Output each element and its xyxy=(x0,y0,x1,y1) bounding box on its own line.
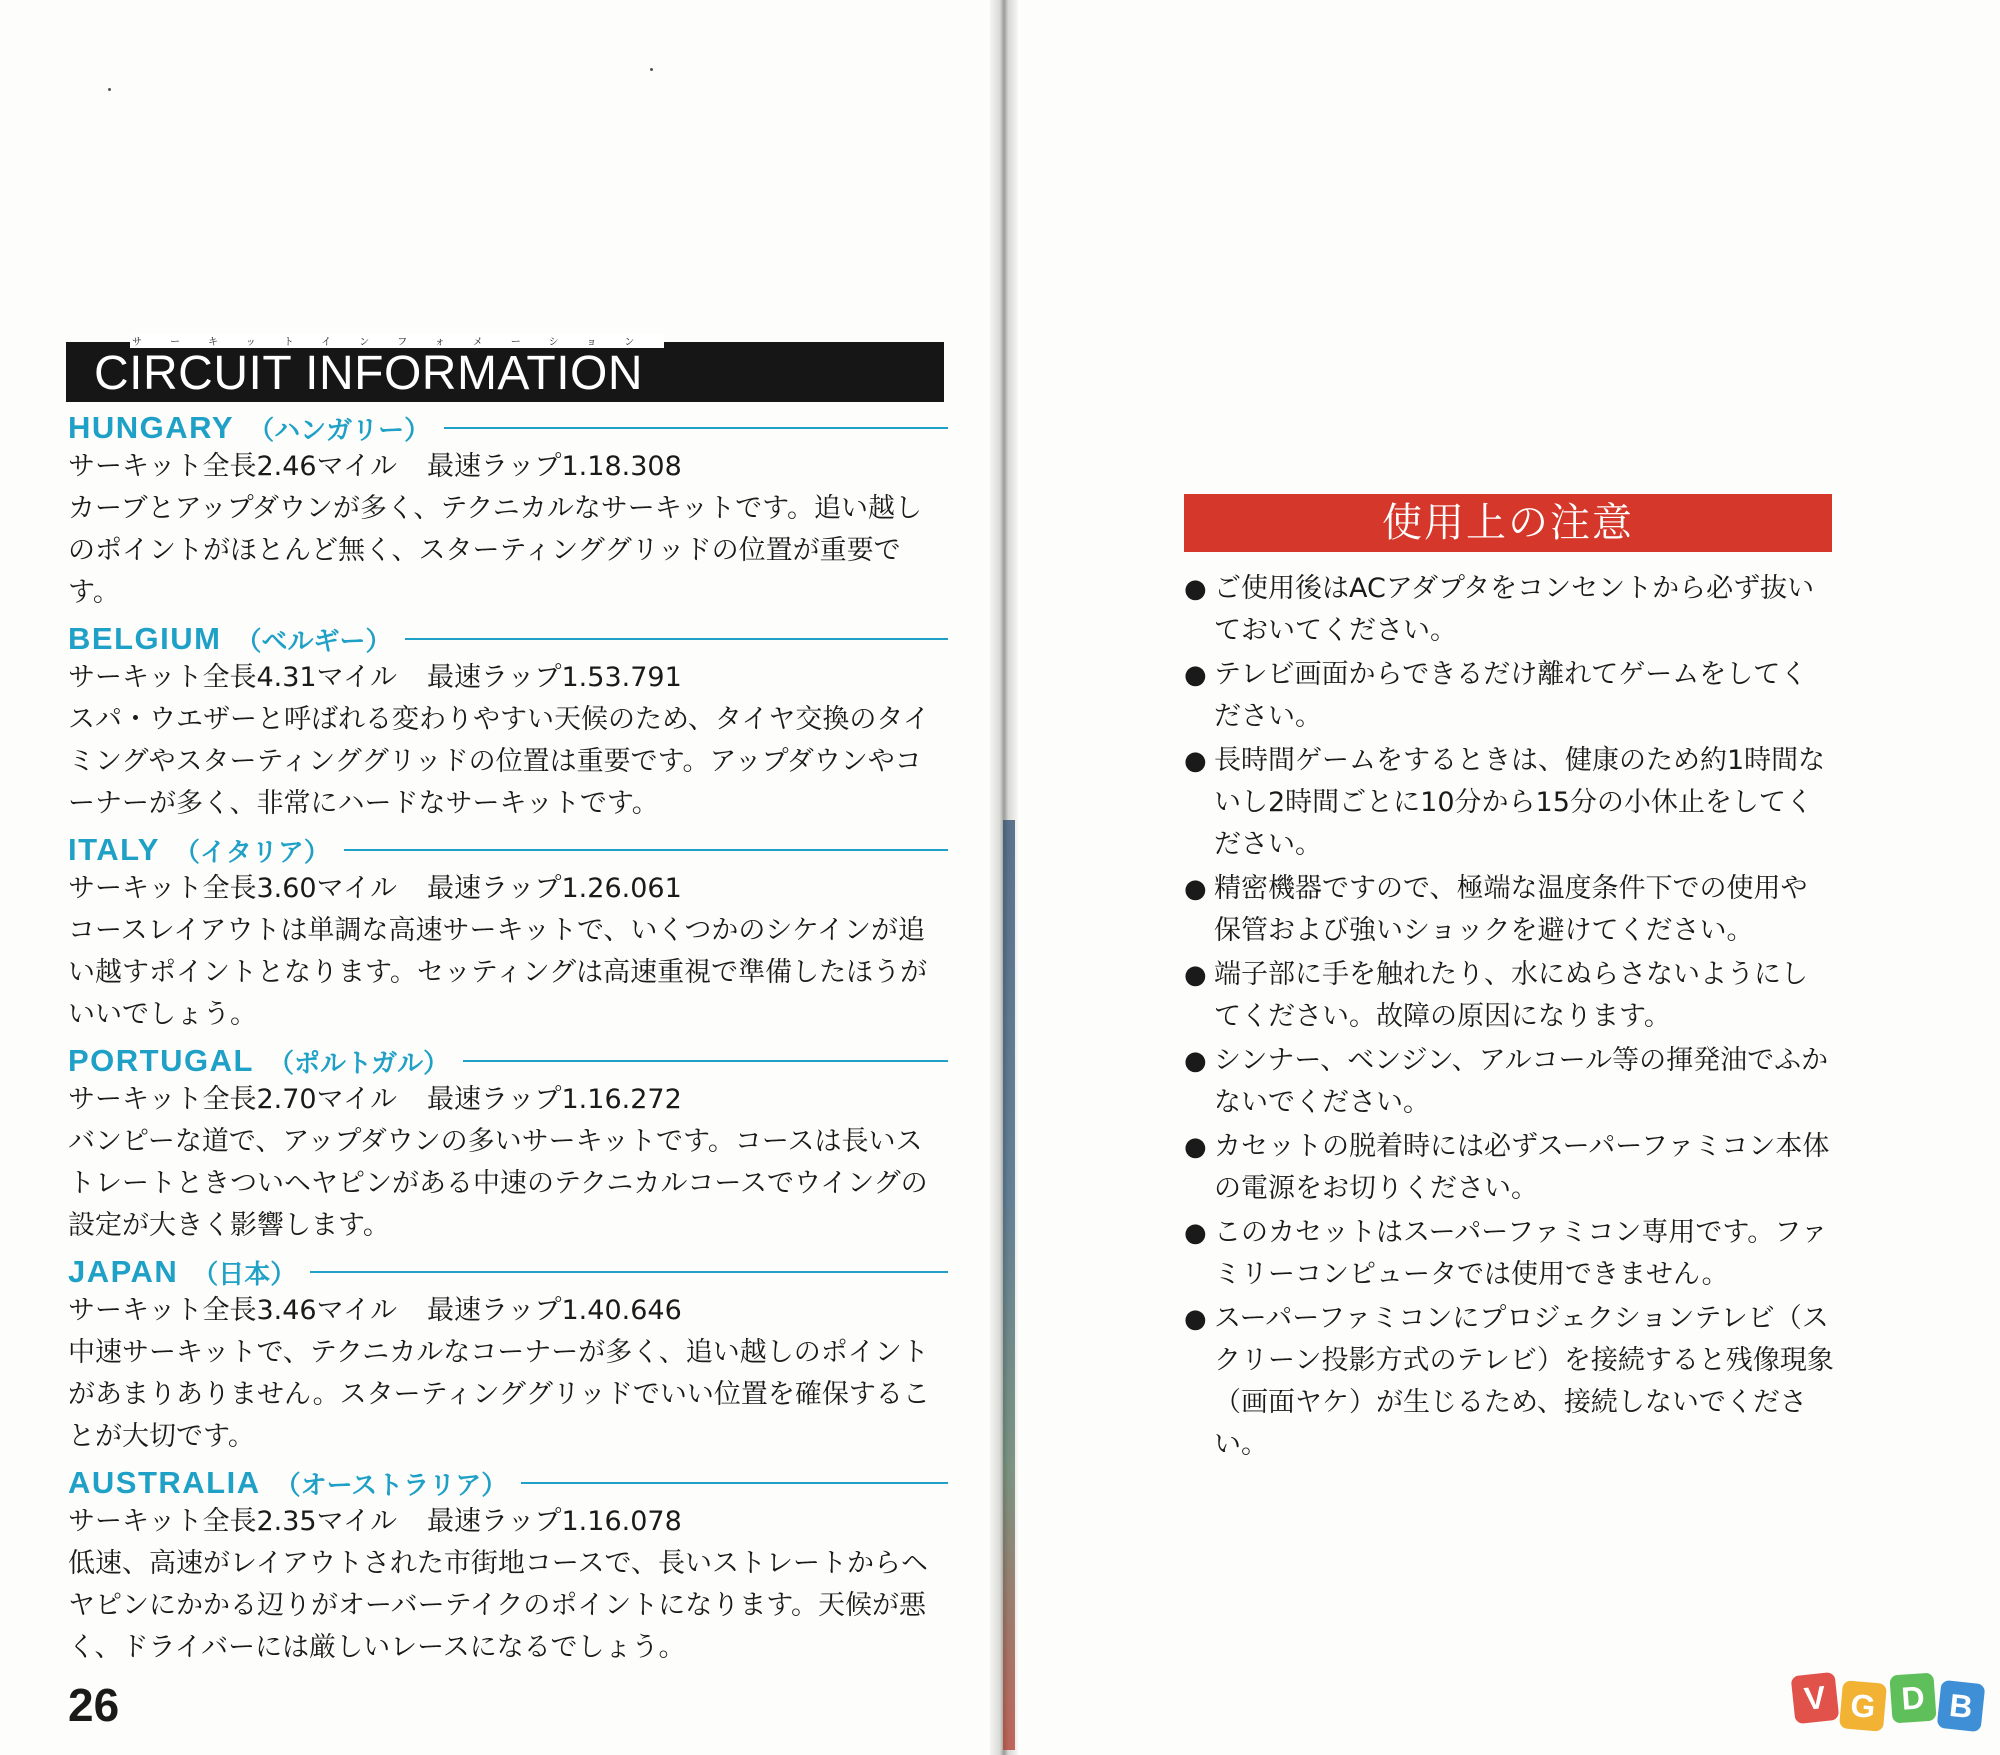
usage-notice-header xyxy=(1184,494,1832,552)
bullet-icon: ● xyxy=(1184,960,1207,990)
circuit-name-jp: （ポルトガル） xyxy=(267,1048,450,1079)
circuit-description: スパ・ウエザーと呼ばれる変わりやすい天候のため、タイヤ交換のタイミングやスターティンググリッドの位置は重要です。アップダウンやコーナーが多く、非常にハードなサーキットです。 xyxy=(68,704,930,819)
fastest-lap: 最速ラップ1.16.272 xyxy=(427,1084,682,1115)
notice-text: 精密機器ですので、極端な温度条件下での使用や保管および強いショックを避けてください。 xyxy=(1214,873,1808,946)
circuit-name: AUSTRALIA xyxy=(68,1465,261,1500)
circuit-name: JAPAN xyxy=(68,1254,179,1289)
bullet-icon: ● xyxy=(1184,1218,1207,1248)
circuit-entry-hungary xyxy=(68,410,948,614)
circuit-length: サーキット全長4.31マイル xyxy=(68,662,398,693)
notice-text: 端子部に手を触れたり、水にぬらさないようにしてください。故障の原因になります。 xyxy=(1214,959,1808,1032)
left-page xyxy=(0,0,990,1755)
divider-rule xyxy=(405,638,948,640)
divider-rule xyxy=(463,1060,948,1062)
divider-rule xyxy=(521,1482,948,1484)
notice-text: 長時間ゲームをするときは、健康のため約1時間ないし2時間ごとに10分から15分の小休止をしてください。 xyxy=(1214,745,1826,860)
circuit-description: バンピーな道で、アップダウンの多いサーキットです。コースは長いストレートときついヘヤピンがある中速のテクニカルコースでウイングの設定が大きく影響します。 xyxy=(68,1126,928,1241)
watermark-letter: B xyxy=(1937,1680,1986,1732)
bullet-icon: ● xyxy=(1184,574,1207,604)
notice-item xyxy=(1184,868,1834,952)
usage-notice-list xyxy=(1184,568,1834,1468)
fastest-lap: 最速ラップ1.53.791 xyxy=(427,662,682,693)
circuit-entry-portugal xyxy=(68,1043,948,1247)
bullet-icon: ● xyxy=(1184,1046,1207,1076)
bullet-icon: ● xyxy=(1184,660,1207,690)
notice-item xyxy=(1184,654,1834,738)
notice-item xyxy=(1184,954,1834,1038)
bullet-icon: ● xyxy=(1184,1132,1207,1162)
notice-item xyxy=(1184,1298,1834,1466)
usage-notice-title: 使用上の注意 xyxy=(1382,500,1634,546)
circuit-description: 低速、高速がレイアウトされた市街地コースで、長いストレートからヘヤピンにかかる辺りがオーバーテイクのポイントになります。天候が悪く、ドライバーには厳しいレースになるでしょう。 xyxy=(68,1548,928,1663)
notice-item xyxy=(1184,1212,1834,1296)
circuit-length: サーキット全長2.35マイル xyxy=(68,1506,398,1537)
watermark-letter: V xyxy=(1791,1672,1840,1724)
circuit-entry-japan xyxy=(68,1254,948,1458)
circuit-name-jp: （イタリア） xyxy=(173,837,330,868)
notice-text: このカセットはスーパーファミコン専用です。ファミリーコンピュータでは使用できません。 xyxy=(1214,1217,1828,1290)
divider-rule xyxy=(310,1271,948,1273)
notice-item xyxy=(1184,740,1834,866)
divider-rule xyxy=(344,849,948,851)
circuit-list xyxy=(68,410,948,1676)
circuit-name-jp: （オーストラリア） xyxy=(274,1470,508,1501)
circuit-length: サーキット全長2.70マイル xyxy=(68,1084,398,1115)
notice-text: カセットの脱着時には必ずスーパーファミコン本体の電源をお切りください。 xyxy=(1214,1131,1830,1204)
circuit-information-title: CIRCUIT INFORMATION xyxy=(94,347,644,400)
notice-text: シンナー、ベンジン、アルコール等の揮発油でふかないでください。 xyxy=(1214,1045,1829,1118)
circuit-entry-belgium xyxy=(68,621,948,825)
circuit-name-jp: （日本） xyxy=(192,1259,297,1290)
notice-item xyxy=(1184,568,1834,652)
notice-text: テレビ画面からできるだけ離れてゲームをしてください。 xyxy=(1214,659,1808,732)
watermark-letter: G xyxy=(1839,1680,1887,1732)
circuit-length: サーキット全長3.60マイル xyxy=(68,873,398,904)
circuit-name-jp: （ハンガリー） xyxy=(248,415,431,446)
watermark-letter: D xyxy=(1889,1673,1936,1724)
circuit-description: 中速サーキットで、テクニカルなコーナーが多く、追い越しのポイントがあまりありません。スターティンググリッドでいい位置を確保することが大切です。 xyxy=(68,1337,930,1452)
fastest-lap: 最速ラップ1.16.078 xyxy=(427,1506,682,1537)
circuit-description: カーブとアップダウンが多く、テクニカルなサーキットです。追い越しのポイントがほとんど無く、スターティンググリッドの位置が重要です。 xyxy=(68,493,923,608)
header-ruby: サーキットインフォメーション xyxy=(130,333,664,348)
page-number: 26 xyxy=(68,1679,120,1731)
circuit-description: コースレイアウトは単調な高速サーキットで、いくつかのシケインが追い越すポイントとなります。セッティングは高速重視で準備したほうがいいでしょう。 xyxy=(68,915,928,1030)
notice-text: スーパーファミコンにプロジェクションテレビ（スクリーン投影方式のテレビ）を接続すると残像現象（画面ヤケ）が生じるため、接続しないでください。 xyxy=(1214,1303,1834,1460)
bullet-icon: ● xyxy=(1184,1304,1207,1334)
notice-text: ご使用後はACアダプタをコンセントから必ず抜いておいてください。 xyxy=(1214,573,1815,646)
notice-item xyxy=(1184,1126,1834,1210)
bullet-icon: ● xyxy=(1184,746,1207,776)
circuit-entry-italy xyxy=(68,832,948,1036)
circuit-name: PORTUGAL xyxy=(68,1043,254,1078)
divider-rule xyxy=(444,427,948,429)
vgdb-watermark-logo xyxy=(1793,1674,1991,1732)
circuit-length: サーキット全長2.46マイル xyxy=(68,451,398,482)
circuit-name-jp: （ベルギー） xyxy=(235,626,392,657)
notice-item xyxy=(1184,1040,1834,1124)
circuit-name: BELGIUM xyxy=(68,621,222,656)
fastest-lap: 最速ラップ1.18.308 xyxy=(427,451,682,482)
fastest-lap: 最速ラップ1.26.061 xyxy=(427,873,682,904)
circuit-name: ITALY xyxy=(68,832,160,867)
bullet-icon: ● xyxy=(1184,874,1207,904)
back-cover-edge xyxy=(1003,820,1015,1750)
circuit-name: HUNGARY xyxy=(68,410,235,445)
fastest-lap: 最速ラップ1.40.646 xyxy=(427,1295,682,1326)
circuit-length: サーキット全長3.46マイル xyxy=(68,1295,398,1326)
circuit-information-header xyxy=(66,337,944,402)
circuit-entry-australia xyxy=(68,1465,948,1669)
